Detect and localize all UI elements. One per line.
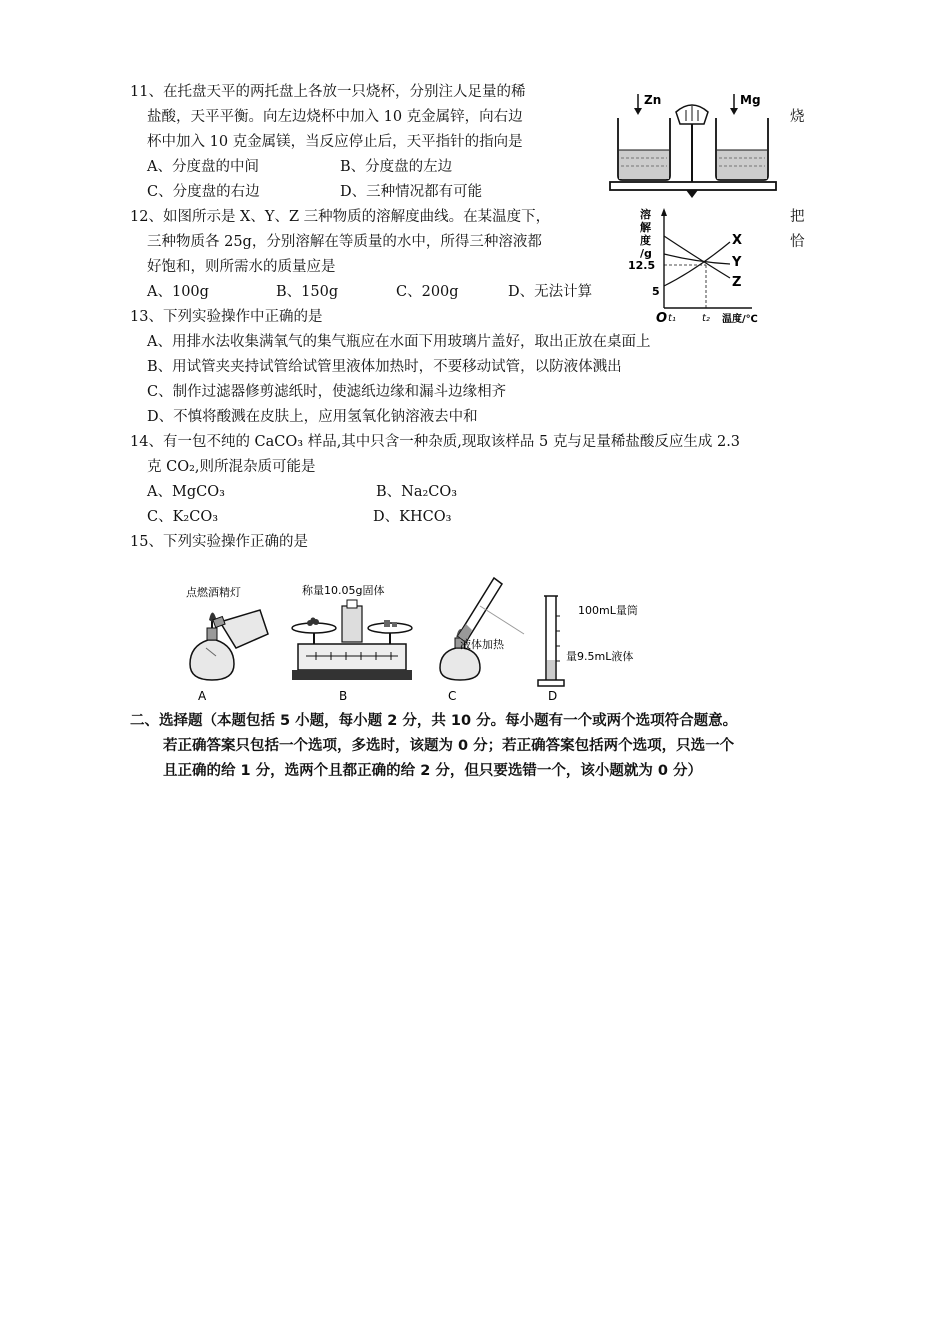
- q14-option-b: B、Na₂CO₃: [376, 484, 458, 500]
- q11-option-b: B、分度盘的左边: [340, 159, 453, 175]
- curve-z: [664, 236, 730, 278]
- section-2-line1: 二、选择题（本题包括 5 小题，每小题 2 分，共 10 分。每小题有一个或两个选项符合题意。: [130, 713, 738, 729]
- q13-option-d: D、不慎将酸溅在皮肤上，应用氢氧化钠溶液去中和: [147, 409, 478, 425]
- graph-origin: O: [656, 311, 668, 326]
- q12-option-a: A、100g: [147, 284, 209, 300]
- zn-label: Zn: [644, 93, 662, 107]
- section-2-line3: 且正确的给 1 分，选两个且都正确的给 2 分，但只要选错一个，该小题就为 0 分）: [163, 763, 703, 779]
- q14-option-d: D、KHCO₃: [373, 509, 452, 525]
- graph-ylabel-1: 溶: [640, 208, 651, 221]
- graph-ytick-5: 5: [652, 285, 660, 298]
- fig-d-cylinder: [538, 596, 564, 686]
- q13-stem: 13、下列实验操作中正确的是: [130, 309, 323, 325]
- graph-t2: t₂: [702, 313, 710, 324]
- fig-d-label: D: [548, 689, 558, 703]
- q11-line3: 杯中加入 10 克金属镁，当反应停止后，天平指针的指向是: [147, 134, 523, 150]
- graph-t1: t₁: [668, 313, 676, 324]
- q11-option-c: C、分度盘的右边: [147, 184, 260, 200]
- q11-option-a: A、分度盘的中间: [147, 159, 259, 175]
- fig-b-caption: 称量10.05g固体: [302, 584, 385, 597]
- fig-a-label: A: [198, 689, 207, 703]
- curve-z-label: Z: [732, 275, 742, 290]
- curve-x: [664, 242, 730, 286]
- graph-ylabel-3: 度: [640, 234, 651, 247]
- q14-option-a: A、MgCO₃: [147, 484, 225, 500]
- q12-line2: 三种物质各 25g，分别溶解在等质量的水中，所得三种溶液都: [147, 234, 542, 250]
- graph-ylabel-2: 解: [640, 221, 651, 234]
- q14-option-c: C、K₂CO₃: [147, 509, 219, 525]
- q11-line1: 11、在托盘天平的两托盘上各放一只烧杯，分别注人足量的稀: [130, 84, 526, 100]
- curve-x-label: X: [732, 233, 743, 248]
- fig-b-balance: [292, 600, 412, 680]
- q12-line1-tail: 把: [790, 209, 805, 225]
- fig-a-alcohol-lamps: [190, 610, 268, 680]
- curve-y: [664, 254, 730, 264]
- fig-b-label: B: [339, 689, 348, 703]
- fig-a-caption: 点燃酒精灯: [186, 586, 241, 599]
- q12-option-b: B、150g: [276, 284, 339, 300]
- q12-line2-tail: 恰: [790, 234, 805, 250]
- fig-c-heating: [440, 578, 524, 680]
- graph-ytick-12-5: 12.5: [628, 259, 656, 272]
- solubility-graph: [626, 204, 786, 326]
- q12-option-d: D、无法计算: [508, 284, 593, 300]
- q14-line1: 14、有一包不纯的 CaCO₃ 样品,其中只含一种杂质,现取该样品 5 克与足量稀盐酸反应生成 2.3: [130, 434, 741, 450]
- fig-c-label: C: [448, 689, 457, 703]
- curve-y-label: Y: [732, 255, 742, 270]
- mg-label: Mg: [740, 93, 761, 107]
- q12-line3: 好饱和，则所需水的质量应是: [147, 259, 336, 275]
- q12-line1: 12、如图所示是 X、Y、Z 三种物质的溶解度曲线。在某温度下，: [130, 209, 551, 225]
- graph-xlabel: 温度/℃: [722, 314, 758, 325]
- fig-d-caption-1: 100mL量筒: [578, 604, 638, 617]
- q12-option-c: C、200g: [396, 284, 459, 300]
- fig-d-caption-2: 量9.5mL液体: [566, 650, 634, 663]
- q11-line2-tail: 烧: [790, 109, 805, 125]
- balance-figure: [606, 88, 780, 200]
- q14-line2: 克 CO₂,则所混杂质可能是: [147, 459, 316, 475]
- graph-ylabel-4: /g: [640, 247, 652, 260]
- section-2-line2: 若正确答案只包括一个选项，多选时，该题为 0 分；若正确答案包括两个选项，只选一个: [163, 738, 735, 754]
- q11-line2: 盐酸，天平平衡。向左边烧杯中加入 10 克金属锌，向右边: [147, 109, 523, 125]
- q13-option-b: B、用试管夹夹持试管给试管里液体加热时，不要移动试管，以防液体溅出: [147, 359, 622, 375]
- q15-figures: [176, 576, 676, 706]
- q11-option-d: D、三种情况都有可能: [340, 184, 483, 200]
- q15-stem: 15、下列实验操作正确的是: [130, 534, 308, 550]
- q13-option-c: C、制作过滤器修剪滤纸时，使滤纸边缘和漏斗边缘相齐: [147, 384, 507, 400]
- fig-c-caption: 液体加热: [460, 638, 504, 651]
- q13-option-a: A、用排水法收集满氧气的集气瓶应在水面下用玻璃片盖好，取出正放在桌面上: [147, 334, 651, 350]
